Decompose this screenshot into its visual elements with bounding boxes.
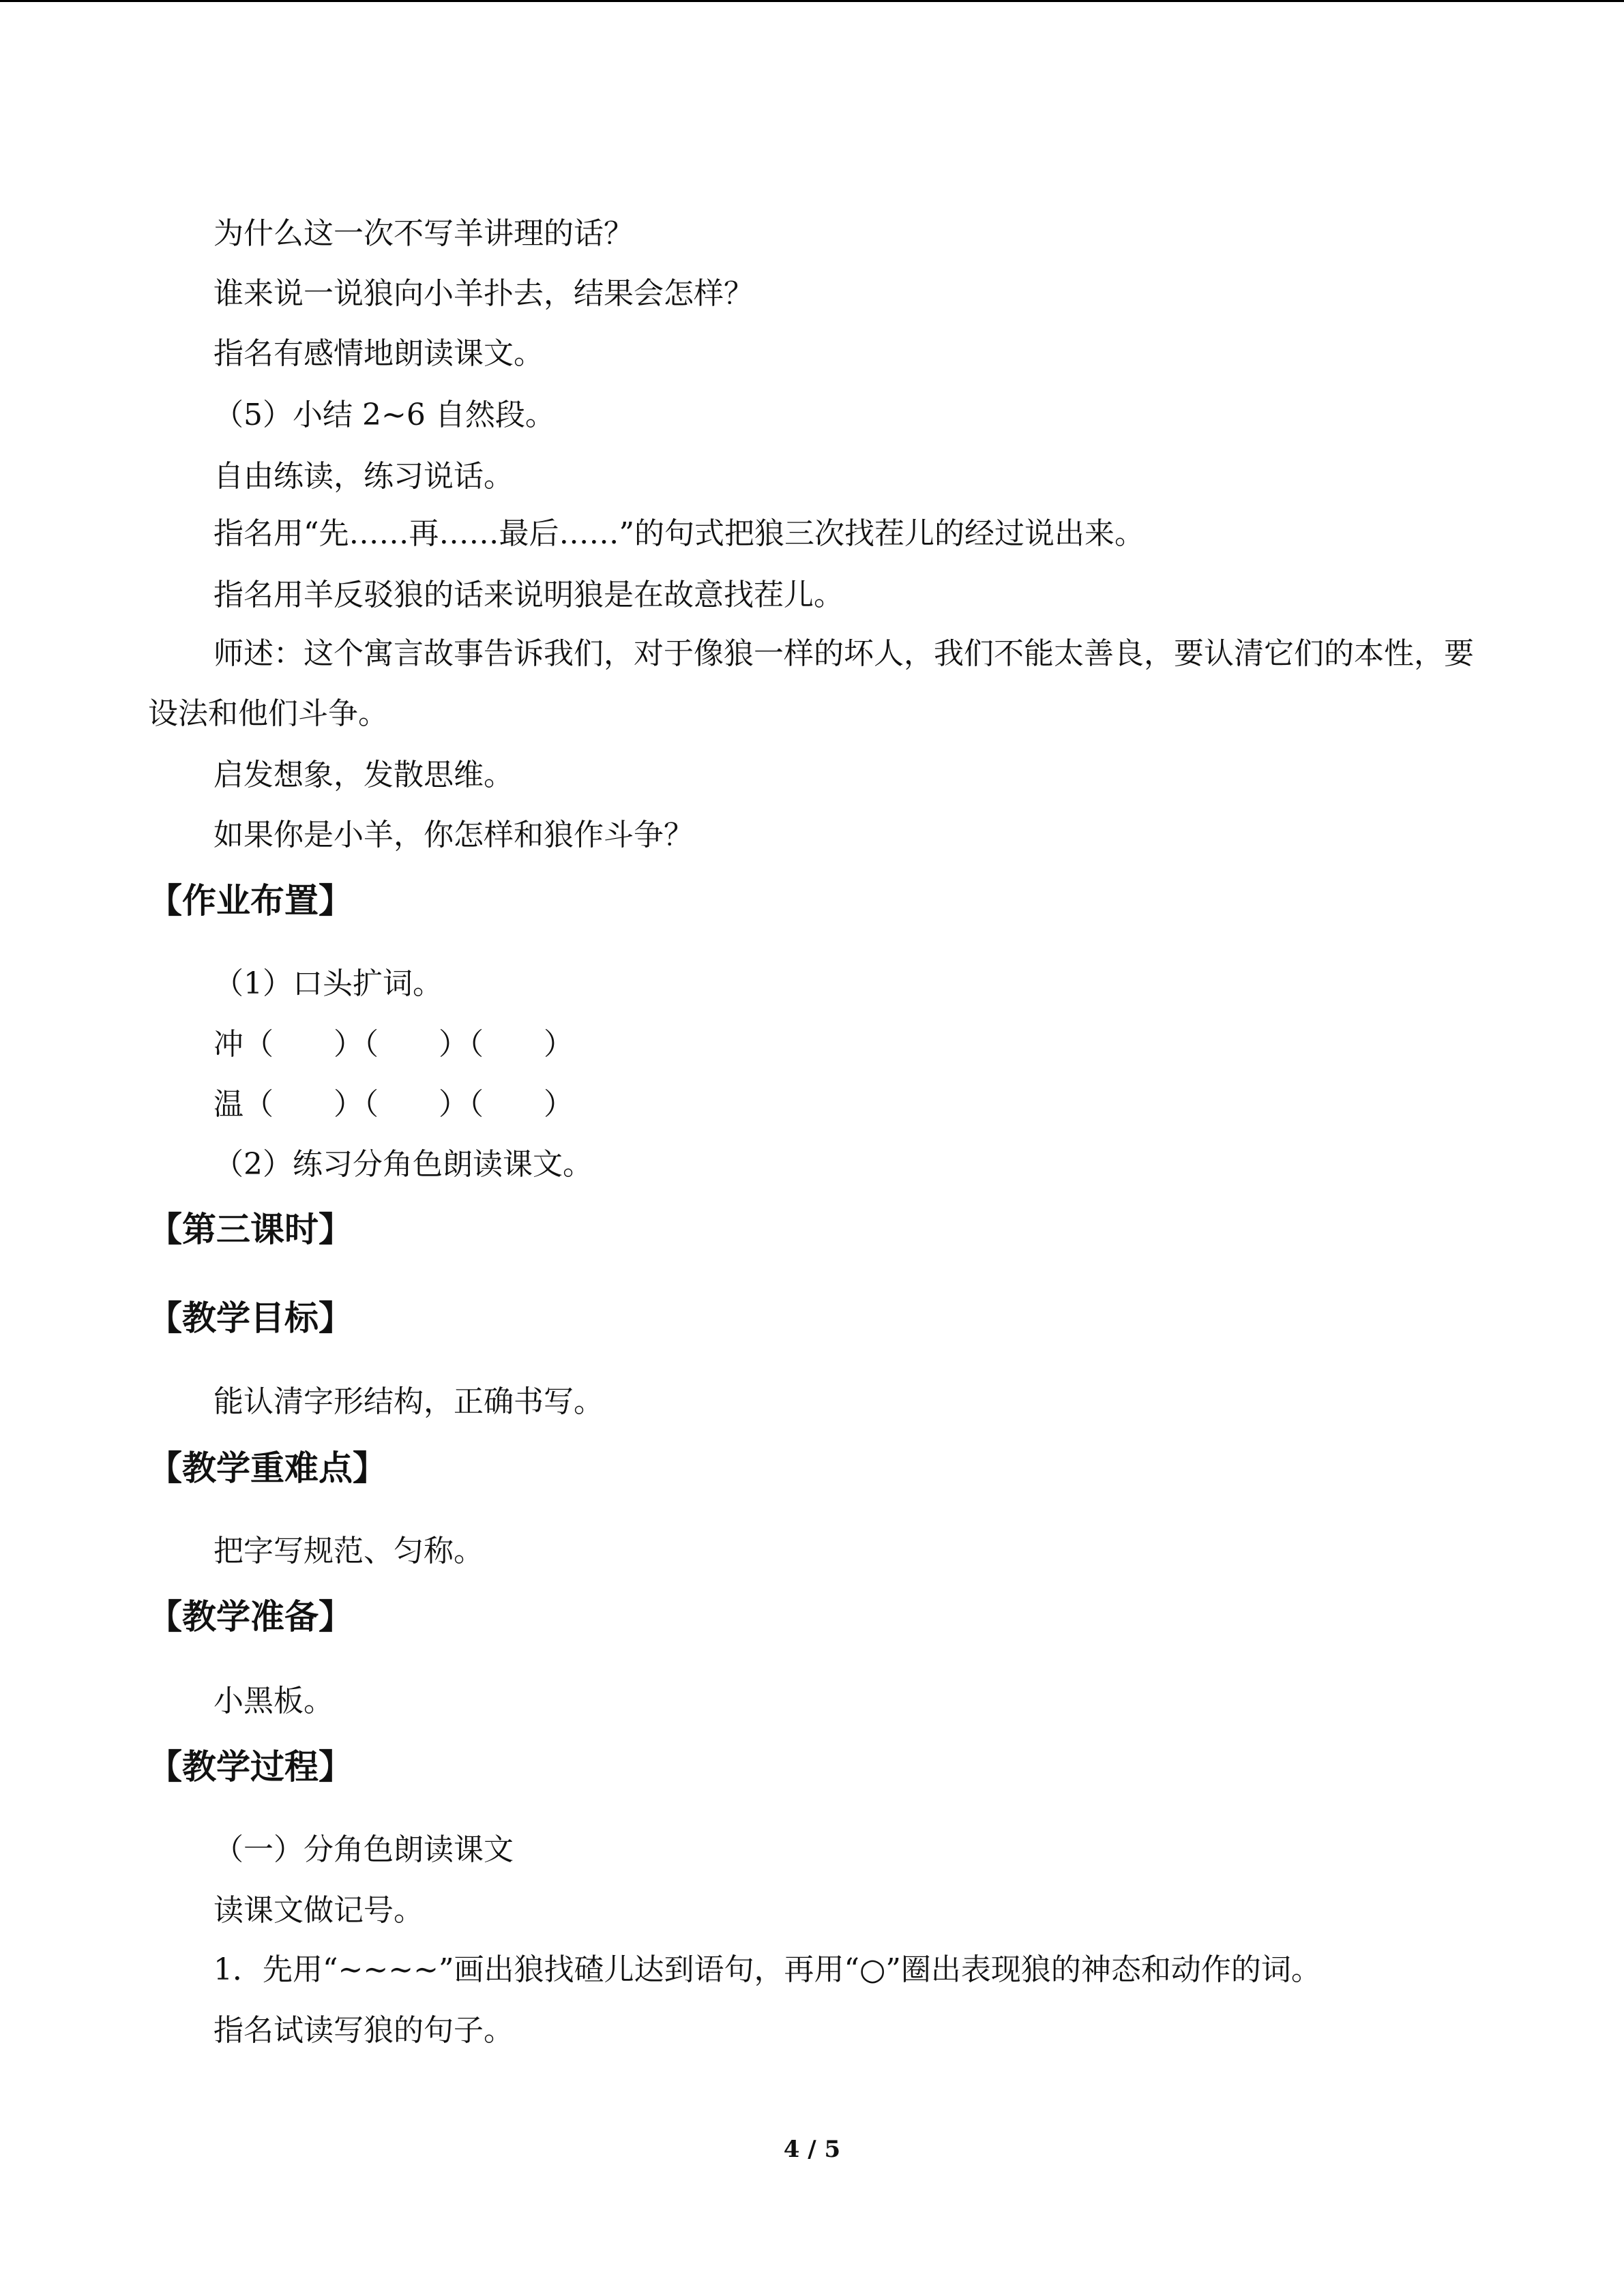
list-item: （2）练习分角色朗读课文。 [213, 1147, 593, 1182]
paragraph: 指名用“先……再……最后……”的句式把狼三次找茬儿的经过说出来。 [213, 516, 1145, 551]
paragraph: 能认清字形结构，正确书写。 [213, 1384, 604, 1419]
paragraph: 师述：这个寓言故事告诉我们，对于像狼一样的坏人，我们不能太善良，要认清它们的本性，要设法和他们斗争。 [148, 636, 1474, 731]
paragraph: 小黑板。 [213, 1684, 334, 1718]
paragraph: （一）分角色朗读课文 [213, 1832, 514, 1867]
section-heading-process: 【教学过程】 [148, 1747, 353, 1787]
section-heading-lesson3: 【第三课时】 [148, 1210, 353, 1249]
paragraph: 读课文做记号。 [213, 1893, 424, 1928]
word-expansion-row: 温（ ）（ ）（ ） [213, 1087, 574, 1122]
section-heading-difficulty: 【教学重难点】 [148, 1448, 387, 1488]
word-expansion-row: 冲（ ）（ ）（ ） [213, 1027, 574, 1062]
paragraph: 指名用羊反驳狼的话来说明狼是在故意找茬儿。 [213, 578, 844, 612]
section-heading-homework: 【作业布置】 [148, 881, 353, 921]
paragraph: （5）小结 2~6 自然段。 [213, 398, 555, 432]
paragraph: 把字写规范、匀称。 [213, 1534, 484, 1568]
paragraph: 谁来说一说狼向小羊扑去，结果会怎样？ [213, 276, 754, 311]
paragraph: 指名试读写狼的句子。 [213, 2013, 514, 2048]
section-heading-goals: 【教学目标】 [148, 1298, 353, 1338]
paragraph: 启发想象，发散思维。 [213, 758, 514, 792]
paragraph: 1．先用“~~~~”画出狼找碴儿达到语句，再用“○”圈出表现狼的神态和动作的词。 [213, 1952, 1321, 1987]
section-heading-preparation: 【教学准备】 [148, 1597, 353, 1637]
page-number: 4 / 5 [783, 2136, 841, 2163]
paragraph: 为什么这一次不写羊讲理的话？ [213, 216, 634, 251]
list-item: （1）口头扩词。 [213, 966, 443, 1001]
paragraph: 自由练读，练习说话。 [213, 459, 514, 494]
paragraph: 指名有感情地朗读课文。 [213, 336, 544, 371]
paragraph: 如果你是小羊，你怎样和狼作斗争？ [213, 818, 694, 852]
